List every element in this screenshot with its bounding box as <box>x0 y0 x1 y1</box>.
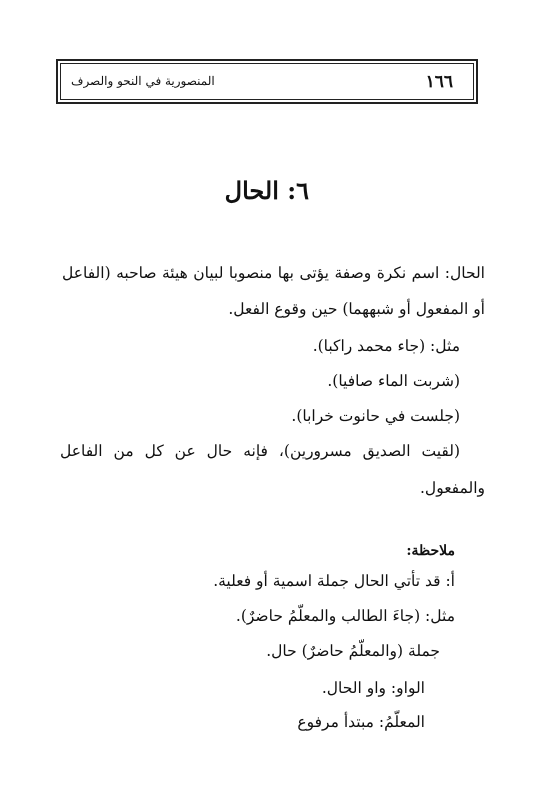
page-header <box>60 63 474 100</box>
example-2: (شربت الماء صافيا). <box>327 372 460 390</box>
definition-line-1: الحال: اسم نكرة وصفة يؤتى بها منصوبا لبيان هيئة صاحبه (الفاعل <box>62 264 485 282</box>
definition-line-2: أو المفعول أو شبههما) حين وقوع الفعل. <box>228 300 485 318</box>
note-waw: الواو: واو الحال. <box>321 679 425 697</box>
page-number: ١٦٦ <box>425 72 453 92</box>
example-4-line-1: (لقيت الصديق مسرورين)، فإنه حال عن كل من الفاعل <box>60 442 460 460</box>
note-item-a: أ: قد تأتي الحال جملة اسمية أو فعلية. <box>213 572 455 590</box>
note-example: مثل: (جاءَ الطالب والمعلّمُ حاضرٌ). <box>235 607 455 625</box>
book-title: المنصورية في النحو والصرف <box>71 74 215 88</box>
example-4-line-2: والمفعول. <box>420 479 485 497</box>
section-title: ٦: الحال <box>224 176 309 205</box>
note-heading: ملاحظة: <box>406 543 455 559</box>
note-jumla: جملة (والمعلّمُ حاضرٌ) حال. <box>266 642 440 660</box>
note-muallim: المعلّمُ: مبتدأ مرفوع <box>297 713 425 731</box>
example-3: (جلست في حانوت خرابا). <box>291 407 460 425</box>
example-1: مثل: (جاء محمد راكبا). <box>312 337 460 355</box>
